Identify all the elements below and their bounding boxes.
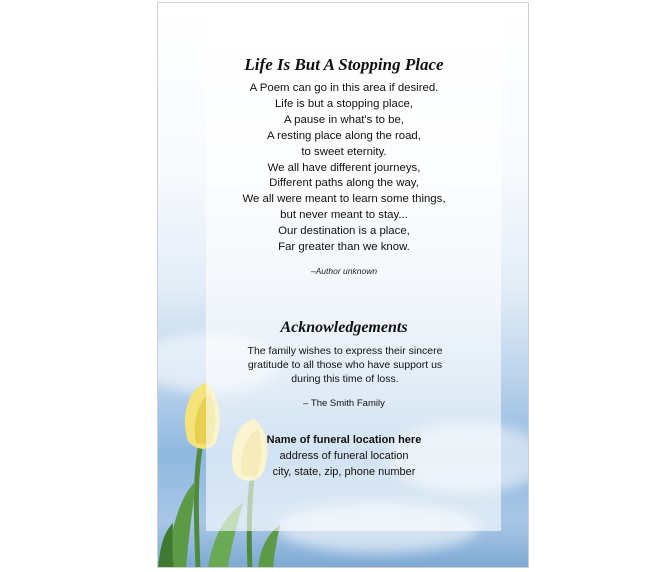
poem-title: Life Is But A Stopping Place bbox=[244, 55, 444, 74]
funeral-address: address of funeral location bbox=[279, 450, 409, 462]
acknowledgements-signature: – The Smith Family bbox=[303, 398, 385, 409]
poem-line: Our destination is a place, bbox=[278, 225, 410, 238]
poem-line: Far greater than we know. bbox=[278, 241, 410, 254]
memorial-page bbox=[157, 2, 529, 568]
poem-line: A Poem can go in this area if desired. bbox=[249, 82, 439, 94]
poem-line: Life is but a stopping place, bbox=[274, 97, 414, 110]
poem-author: –Author unknown bbox=[310, 266, 378, 276]
poem-line: We all have different journeys, bbox=[267, 161, 421, 174]
poem-line: but never meant to stay... bbox=[280, 209, 408, 222]
poem-line: to sweet eternity. bbox=[301, 145, 387, 158]
funeral-location-name: Name of funeral location here bbox=[266, 434, 422, 446]
poem-line: We all were meant to learn some things, bbox=[242, 193, 446, 206]
acknowledgements-text: The family wishes to express their sincere gratitude to all those who have support us during this time of loss. bbox=[247, 345, 443, 385]
poem-body bbox=[158, 81, 529, 256]
funeral-city-line: city, state, zip, phone number bbox=[272, 466, 416, 478]
poem-line: A pause in what's to be, bbox=[284, 113, 404, 126]
acknowledgements-title: Acknowledgements bbox=[280, 319, 408, 336]
poem-line: A resting place along the road, bbox=[267, 129, 421, 142]
poem-line: Different paths along the way, bbox=[269, 177, 419, 190]
